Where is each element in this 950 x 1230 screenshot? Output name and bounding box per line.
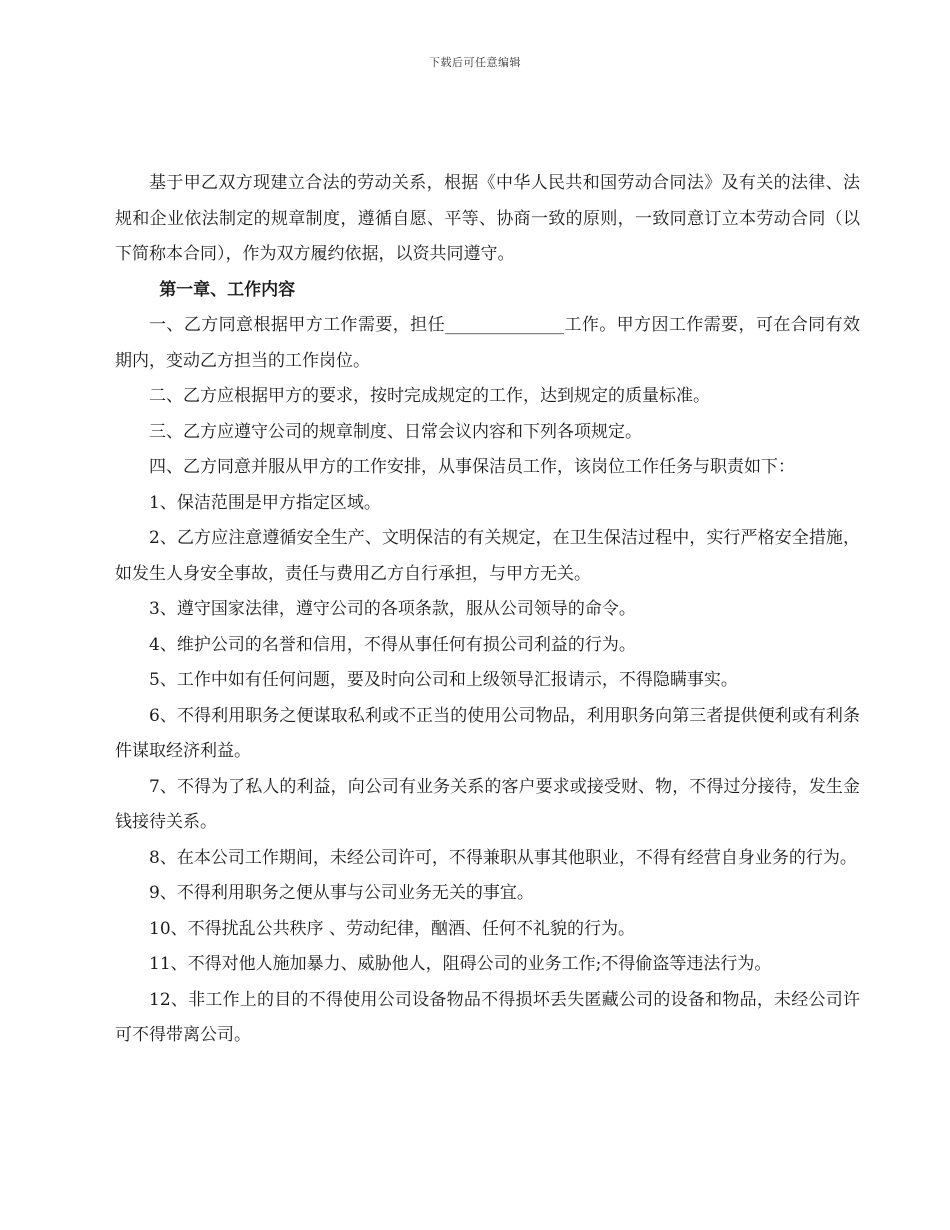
page-header: 下载后可任意编辑 <box>429 56 521 69</box>
duty-item-3: 3、遵守国家法律，遵守公司的各项条款，服从公司领导的命令。 <box>149 599 636 619</box>
duty-item-7: 7、不得为了私人的利益，向公司有业务关系的客户要求或接受财、物，不得过分接待，发生金钱接待关系。 <box>115 776 860 832</box>
duty-item-4: 4、维护公司的名誉和信用，不得从事任何有损公司利益的行为。 <box>149 634 636 655</box>
duty-item-10: 10、不得扰乱公共秩序 、劳动纪律，酗酒、任何不礼貌的行为。 <box>149 918 636 939</box>
chapter-title: 第一章、工作内容 <box>159 279 296 300</box>
clause-3: 三、乙方应遵守公司的规章制度、日常会议内容和下列各项规定。 <box>149 421 642 442</box>
duty-item-11: 11、不得对他人施加暴力、威胁他人，阻碍公司的业务工作;不得偷盗等违法行为。 <box>149 954 772 974</box>
preamble-paragraph: 基于甲乙双方现建立合法的劳动关系，根据《中华人民共和国劳动合同法》及有关的法律、法规和企业依法制定的规章制度，遵循自愿、平等、协商一致的原则，一致同意订立本劳动合同（以下简称本合同），作为双方履约依据，以资共同遵守。 <box>115 173 860 264</box>
clause-1: 一、乙方同意根据甲方工作需要，担任______________工作。甲方因工作需要，可在合同有效期内，变动乙方担当的工作岗位。 <box>115 315 860 371</box>
duty-item-5: 5、工作中如有任何问题，要及时向公司和上级领导汇报请示，不得隐瞒事实。 <box>149 670 738 690</box>
clause-2: 二、乙方应根据甲方的要求，按时完成规定的工作，达到规定的质量标准。 <box>149 386 710 406</box>
document-body <box>115 166 860 1054</box>
duty-item-12: 12、非工作上的目的不得使用公司设备物品不得损坏丢失匿藏公司的设备和物品，未经公司许可不得带离公司。 <box>115 989 860 1045</box>
duty-item-6: 6、不得利用职务之便谋取私利或不正当的使用公司物品，利用职务向第三者提供便利或有利条件谋取经济利益。 <box>115 705 860 761</box>
duty-item-1: 1、保洁范围是甲方指定区域。 <box>149 492 381 513</box>
clause-4: 四、乙方同意并服从甲方的工作安排，从事保洁员工作，该岗位工作任务与职责如下： <box>149 457 795 477</box>
duty-item-2: 2、乙方应注意遵循安全生产、文明保洁的有关规定，在卫生保洁过程中，实行严格安全措施，如发生人身安全事故，责任与费用乙方自行承担，与甲方无关。 <box>115 528 860 584</box>
duty-item-9: 9、不得利用职务之便从事与公司业务无关的事宜。 <box>149 883 534 903</box>
duty-item-8: 8、在本公司工作期间，未经公司许可，不得兼职从事其他职业，不得有经营自身业务的行为。 <box>149 847 857 868</box>
